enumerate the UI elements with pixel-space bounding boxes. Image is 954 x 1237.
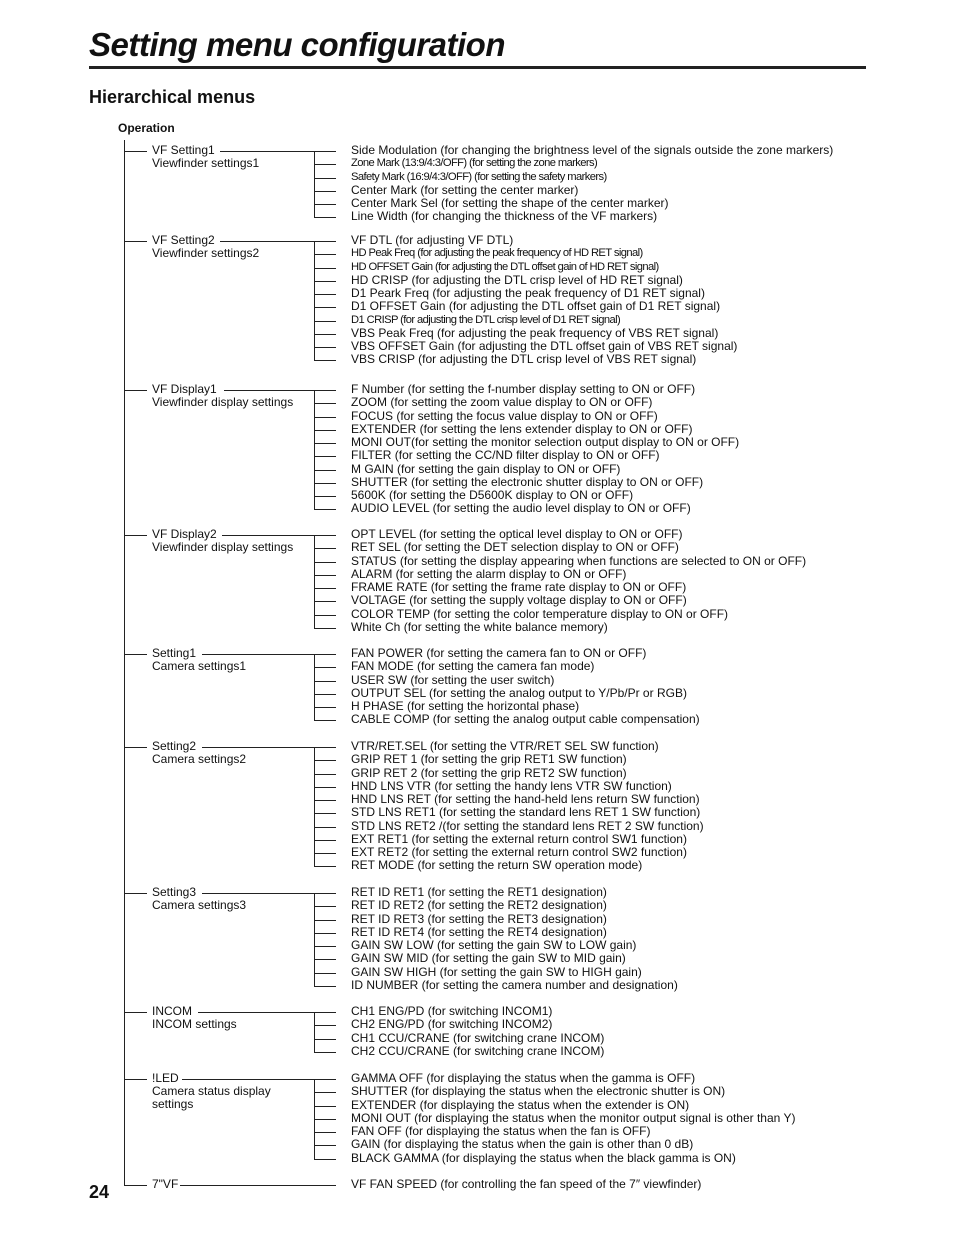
item-branch-line xyxy=(314,496,336,497)
item-branch-line xyxy=(314,509,336,510)
menu-item-name: FRAME RATE xyxy=(351,580,428,594)
menu-item-description: (for setting the f-number display setting to ON or OFF) xyxy=(404,382,696,396)
menu-item-name: BLACK GAMMA xyxy=(351,1151,439,1165)
menu-item xyxy=(351,1178,701,1191)
menu-item-description: (for setting the frame rate display to ON or OFF) xyxy=(427,580,687,594)
menu-item-description: (for switching INCOM2) xyxy=(424,1017,553,1031)
menu-item-description: (for setting the electronic shutter display to ON or OFF) xyxy=(407,475,704,489)
menu-item-name: STD LNS RET1 xyxy=(351,805,436,819)
menu-item xyxy=(351,449,660,462)
menu-item xyxy=(351,300,720,313)
menu-item-description: (for adjusting the peak frequency of HD RET signal) xyxy=(414,247,643,259)
menu-item xyxy=(351,396,652,409)
group-description: Viewfinder display settings xyxy=(152,395,294,410)
item-branch-line xyxy=(314,946,336,947)
menu-item xyxy=(351,859,642,872)
group-label: VF Display1 xyxy=(152,382,217,396)
menu-item-name: GRIP RET 2 xyxy=(351,766,418,780)
menu-item xyxy=(351,1045,604,1058)
page-number: 24 xyxy=(89,1182,110,1202)
item-branch-line xyxy=(314,1159,336,1160)
item-branch-line xyxy=(314,1025,336,1026)
menu-item-description: (for setting the supply voltage display to ON or OFF) xyxy=(405,593,687,607)
menu-item-description: (for setting the camera number and designation) xyxy=(418,978,678,992)
menu-item xyxy=(351,753,627,766)
menu-item-name: D1 OFFSET Gain xyxy=(351,299,446,313)
group-branch-line xyxy=(124,151,147,152)
menu-item-description: (for setting the shape of the center marker) xyxy=(437,196,669,210)
menu-item-description: (for setting the safety markers) xyxy=(471,171,607,183)
menu-item-name: H PHASE xyxy=(351,699,404,713)
item-bracket-line xyxy=(314,747,315,867)
menu-item-name: VTR/RET.SEL xyxy=(351,739,427,753)
menu-item-description: (for adjusting VF DTL) xyxy=(391,233,514,247)
item-branch-line xyxy=(314,443,336,444)
group-connector-line xyxy=(220,241,336,242)
menu-item xyxy=(351,979,678,992)
menu-group-7 xyxy=(152,1005,312,1031)
menu-item-name: HND LNS RET xyxy=(351,792,431,806)
menu-item-name: CH1 CCU/CRANE xyxy=(351,1031,450,1045)
menu-item-name: GAMMA OFF xyxy=(351,1071,423,1085)
item-branch-line xyxy=(314,307,336,308)
menu-item-name: STD LNS RET2 xyxy=(351,819,436,833)
item-branch-line xyxy=(314,347,336,348)
menu-item-name: STATUS xyxy=(351,554,397,568)
menu-item-description: (for setting the VTR/RET SEL SW function) xyxy=(426,739,659,753)
menu-item-description: (for setting the standard lens RET 1 SW function) xyxy=(435,805,701,819)
menu-item-description: (for setting the camera fan to ON or OFF) xyxy=(423,646,647,660)
menu-item-description: (for switching crane INCOM) xyxy=(449,1031,605,1045)
group-branch-line xyxy=(124,654,147,655)
menu-item-name: Center Mark Sel xyxy=(351,196,438,210)
item-branch-line xyxy=(314,933,336,934)
group-connector-line xyxy=(180,1185,336,1186)
menu-item xyxy=(351,899,607,912)
item-branch-line xyxy=(314,720,336,721)
menu-item-description: (for displaying the status when the fan is OFF) xyxy=(401,1124,651,1138)
item-branch-line xyxy=(314,906,336,907)
menu-item-description: (for displaying the status when the monitor output signal is other than Y) xyxy=(410,1111,796,1125)
menu-item xyxy=(351,713,700,726)
menu-item-description: (for setting the display appearing when functions are selected to ON or OFF) xyxy=(396,554,807,568)
menu-item-description: (for setting the RET4 designation) xyxy=(424,925,607,939)
menu-item xyxy=(351,247,643,260)
tree-trunk-line xyxy=(124,140,125,1186)
menu-item xyxy=(351,144,833,157)
menu-item-name: CH1 ENG/PD xyxy=(351,1004,425,1018)
menu-item-description: (for setting the gain SW to MID gain) xyxy=(428,951,626,965)
group-label: 7"VF xyxy=(152,1177,179,1191)
menu-item-name: SHUTTER xyxy=(351,475,408,489)
group-connector-line xyxy=(202,747,336,748)
menu-item-description: (for adjusting the DTL offset gain of HD RET signal) xyxy=(432,261,659,273)
menu-item xyxy=(351,1138,693,1151)
menu-item-name: CABLE COMP xyxy=(351,712,430,726)
menu-item-name: ID NUMBER xyxy=(351,978,419,992)
menu-item-name: OUTPUT SEL xyxy=(351,686,426,700)
menu-item-description: (for setting the user switch) xyxy=(407,673,555,687)
menu-item xyxy=(351,952,626,965)
item-branch-line xyxy=(314,588,336,589)
menu-item-name: FILTER xyxy=(351,448,392,462)
menu-item-name: FAN OFF xyxy=(351,1124,402,1138)
menu-item-name: RET ID RET3 xyxy=(351,912,425,926)
menu-item-name: GAIN SW LOW xyxy=(351,938,434,952)
item-branch-line xyxy=(314,1052,336,1053)
menu-item-description: (for adjusting the peak frequency of D1 RET signal) xyxy=(429,286,705,300)
menu-group-1 xyxy=(152,234,312,260)
menu-item-name: HD OFFSET Gain xyxy=(351,261,433,273)
item-branch-line xyxy=(314,281,336,282)
menu-item-name: EXT RET1 xyxy=(351,832,409,846)
group-branch-line xyxy=(124,241,147,242)
group-label: VF Display2 xyxy=(152,527,217,541)
menu-item-name: RET ID RET4 xyxy=(351,925,425,939)
item-branch-line xyxy=(314,601,336,602)
menu-item xyxy=(351,1085,725,1098)
menu-item-name: Safety Mark (16:9/4:3/OFF) xyxy=(351,171,472,183)
menu-item-name: HD CRISP xyxy=(351,273,409,287)
menu-item xyxy=(351,806,700,819)
item-branch-line xyxy=(314,321,336,322)
menu-item-description: (for adjusting the DTL offset gain of VBS RET signal) xyxy=(454,339,738,353)
menu-group-2 xyxy=(152,383,312,409)
item-branch-line xyxy=(314,800,336,801)
menu-item-name: VF DTL xyxy=(351,233,392,247)
item-branch-line xyxy=(314,853,336,854)
menu-group-5 xyxy=(152,740,312,766)
menu-item-description: (for switching crane INCOM) xyxy=(449,1044,605,1058)
item-branch-line xyxy=(314,615,336,616)
group-branch-line xyxy=(124,535,147,536)
menu-item-description: (for displaying the status when the gamma is OFF) xyxy=(423,1071,696,1085)
menu-item xyxy=(351,660,594,673)
menu-item xyxy=(351,621,608,634)
menu-item xyxy=(351,353,696,366)
group-description: Viewfinder settings2 xyxy=(152,246,260,261)
item-branch-line xyxy=(314,191,336,192)
menu-item-description: (for setting the horizontal phase) xyxy=(403,699,580,713)
menu-item-description: (for setting the D5600K display to ON or OFF) xyxy=(385,488,634,502)
menu-item-description: (for setting the gain SW to HIGH gain) xyxy=(436,965,642,979)
item-branch-line xyxy=(314,667,336,668)
item-branch-line xyxy=(314,707,336,708)
item-branch-line xyxy=(314,973,336,974)
menu-item-description: (for setting the CC/ND filter display to ON or OFF) xyxy=(391,448,660,462)
menu-item-description: (for switching INCOM1) xyxy=(424,1004,553,1018)
menu-item-description: (for setting the return SW operation mode) xyxy=(414,858,643,872)
menu-item-description: (for setting the RET2 designation) xyxy=(424,898,607,912)
menu-item-name: GAIN SW MID xyxy=(351,951,429,965)
group-label: Setting3 xyxy=(152,885,197,899)
menu-item-name: EXTENDER xyxy=(351,1098,417,1112)
menu-item-name: RET SEL xyxy=(351,540,401,554)
menu-item-description: (for setting the center marker) xyxy=(417,183,579,197)
item-branch-line xyxy=(314,254,336,255)
menu-item-name: ALARM xyxy=(351,567,393,581)
menu-item-name: Zone Mark (13:9/4:3/OFF) xyxy=(351,157,467,169)
menu-item xyxy=(351,502,691,515)
menu-item-name: 5600K xyxy=(351,488,386,502)
menu-item-name: GAIN xyxy=(351,1137,381,1151)
group-label: Setting1 xyxy=(152,646,197,660)
item-branch-line xyxy=(314,268,336,269)
group-description: Camera settings2 xyxy=(152,752,247,767)
item-branch-line xyxy=(314,548,336,549)
group-branch-line xyxy=(124,390,147,391)
item-branch-line xyxy=(314,1092,336,1093)
item-branch-line xyxy=(314,866,336,867)
menu-item-description: (for setting the color temperature display to ON or OFF) xyxy=(429,607,729,621)
menu-item-name: Line Width xyxy=(351,209,408,223)
menu-item xyxy=(351,1018,552,1031)
menu-item xyxy=(351,541,679,554)
menu-item-name: MONI OUT xyxy=(351,435,411,449)
item-branch-line xyxy=(314,164,336,165)
menu-item-description: (for displaying the status when the extender is ON) xyxy=(416,1098,690,1112)
item-branch-line xyxy=(314,760,336,761)
item-branch-line xyxy=(314,334,336,335)
menu-item-description: (for setting the white balance memory) xyxy=(400,620,608,634)
item-branch-line xyxy=(314,483,336,484)
menu-item xyxy=(351,1152,736,1165)
item-branch-line xyxy=(314,294,336,295)
item-bracket-line xyxy=(314,390,315,510)
menu-group-0 xyxy=(152,144,312,170)
group-connector-line xyxy=(222,535,336,536)
menu-item-name: D1 CRISP xyxy=(351,314,398,326)
item-branch-line xyxy=(314,787,336,788)
menu-item-name: CH2 CCU/CRANE xyxy=(351,1044,450,1058)
menu-item-description: (for setting the grip RET2 SW function) xyxy=(417,766,627,780)
menu-item-description: (for setting the hand-held lens return SW function) xyxy=(430,792,700,806)
menu-item-name: FAN POWER xyxy=(351,646,424,660)
menu-item-description: /(for setting the standard lens RET 2 SW function) xyxy=(435,819,704,833)
group-description: Viewfinder display settings xyxy=(152,540,294,555)
menu-item-description: (for displaying the status when the electronic shutter is ON) xyxy=(407,1084,726,1098)
menu-item-description: (for setting the gain display to ON or OFF) xyxy=(393,462,621,476)
menu-item-description: (for setting the DET selection display to ON or OFF) xyxy=(400,540,679,554)
menu-item-name: M GAIN xyxy=(351,462,394,476)
item-branch-line xyxy=(314,920,336,921)
item-branch-line xyxy=(314,681,336,682)
menu-item-name: USER SW xyxy=(351,673,408,687)
item-bracket-line xyxy=(314,151,315,218)
menu-item-description: (for adjusting the DTL crisp level of D1 RET signal) xyxy=(397,314,621,326)
item-branch-line xyxy=(314,813,336,814)
item-branch-line xyxy=(314,827,336,828)
menu-item xyxy=(351,210,657,223)
item-branch-line xyxy=(314,1039,336,1040)
menu-item-description: (for setting the handy lens VTR SW function) xyxy=(431,779,672,793)
menu-item-name: SHUTTER xyxy=(351,1084,408,1098)
group-label: VF Setting2 xyxy=(152,233,215,247)
menu-item-description: (for setting the lens extender display to ON or OFF) xyxy=(416,422,693,436)
menu-item-description: (for controlling the fan speed of the 7″ viewfinder) xyxy=(437,1177,702,1191)
menu-item-name: VBS Peak Freq xyxy=(351,326,434,340)
menu-item-description: (for setting the alarm display to ON or OFF) xyxy=(392,567,627,581)
group-branch-line xyxy=(124,1012,147,1013)
group-label: Setting2 xyxy=(152,739,197,753)
menu-item-name: OPT LEVEL xyxy=(351,527,416,541)
group-description: Camera settings3 xyxy=(152,898,247,913)
menu-item-description: (for adjusting the DTL crisp level of VBS RET signal) xyxy=(414,352,697,366)
item-branch-line xyxy=(314,628,336,629)
item-branch-line xyxy=(314,204,336,205)
menu-item-description: (for changing the brightness level of the signals outside the zone markers) xyxy=(437,143,834,157)
page-title: Setting menu configuration xyxy=(89,26,505,63)
menu-group-6 xyxy=(152,886,312,912)
menu-item-name: Center Mark xyxy=(351,183,418,197)
item-bracket-line xyxy=(314,1012,315,1053)
group-connector-line xyxy=(224,390,336,391)
menu-item xyxy=(351,157,597,170)
item-branch-line xyxy=(314,470,336,471)
item-branch-line xyxy=(314,217,336,218)
group-label: !LED xyxy=(152,1071,179,1085)
menu-item-description: (for displaying the status when the gain is other than 0 dB) xyxy=(380,1137,694,1151)
menu-item xyxy=(351,594,687,607)
item-branch-line xyxy=(314,1132,336,1133)
item-branch-line xyxy=(314,1145,336,1146)
item-branch-line xyxy=(314,1119,336,1120)
menu-item-description: (for setting the monitor selection output display to ON or OFF) xyxy=(411,435,740,449)
menu-item-description: (for setting the zone markers) xyxy=(466,157,598,169)
group-label: VF Setting1 xyxy=(152,143,215,157)
menu-item-description: (for setting the camera fan mode) xyxy=(413,659,595,673)
menu-item-description: (for setting the external return control SW2 function) xyxy=(408,845,687,859)
menu-item-description: (for adjusting the peak frequency of VBS RET signal) xyxy=(433,326,719,340)
group-connector-line xyxy=(202,893,336,894)
group-description: Viewfinder settings1 xyxy=(152,156,260,171)
menu-item-name: VOLTAGE xyxy=(351,593,406,607)
menu-item-name: ZOOM xyxy=(351,395,387,409)
menu-group-3 xyxy=(152,528,312,554)
section-heading: Hierarchical menus xyxy=(89,87,256,107)
menu-item-description: (for setting the optical level display to ON or OFF) xyxy=(415,527,683,541)
menu-item-description: (for displaying the status when the black gamma is ON) xyxy=(438,1151,736,1165)
tree-root-label: Operation xyxy=(118,121,175,135)
group-branch-line xyxy=(124,1185,147,1186)
menu-item-name: D1 Peark Freq xyxy=(351,286,430,300)
menu-group-4 xyxy=(152,647,312,673)
group-branch-line xyxy=(124,747,147,748)
item-branch-line xyxy=(314,774,336,775)
menu-item-description: (for setting the RET3 designation) xyxy=(424,912,607,926)
menu-item-name: GAIN SW HIGH xyxy=(351,965,437,979)
menu-item-description: (for setting the zoom value display to ON or OFF) xyxy=(387,395,653,409)
item-branch-line xyxy=(314,456,336,457)
item-branch-line xyxy=(314,178,336,179)
menu-item-description: (for setting the external return control SW1 function) xyxy=(408,832,687,846)
group-branch-line xyxy=(124,893,147,894)
menu-item-name: EXTENDER xyxy=(351,422,417,436)
group-branch-line xyxy=(124,1079,147,1080)
menu-item-description: (for setting the audio level display to ON or OFF) xyxy=(429,501,691,515)
menu-item-name: FAN MODE xyxy=(351,659,414,673)
menu-item-description: (for setting the RET1 designation) xyxy=(424,885,607,899)
group-connector-line xyxy=(182,1079,336,1080)
menu-item-description: (for setting the gain SW to LOW gain) xyxy=(433,938,637,952)
menu-item-name: HND LNS VTR xyxy=(351,779,432,793)
menu-item-name: VF FAN SPEED xyxy=(351,1177,438,1191)
group-description: Camera status display settings xyxy=(152,1084,271,1112)
menu-item-name: Side Modulation xyxy=(351,143,438,157)
item-branch-line xyxy=(314,575,336,576)
menu-item-name: GRIP RET 1 xyxy=(351,752,418,766)
menu-group-8 xyxy=(152,1072,312,1112)
group-label: INCOM xyxy=(152,1004,192,1018)
menu-item-name: White Ch xyxy=(351,620,401,634)
item-bracket-line xyxy=(314,654,315,721)
menu-item-name: AUDIO LEVEL xyxy=(351,501,430,515)
menu-item-description: (for setting the grip RET1 SW function) xyxy=(417,752,627,766)
item-branch-line xyxy=(314,403,336,404)
menu-item xyxy=(351,234,513,247)
menu-item-name: COLOR TEMP xyxy=(351,607,430,621)
item-branch-line xyxy=(314,840,336,841)
menu-item-name: RET MODE xyxy=(351,858,415,872)
menu-item-name: VBS CRISP xyxy=(351,352,415,366)
group-connector-line xyxy=(202,654,336,655)
menu-item-name: CH2 ENG/PD xyxy=(351,1017,425,1031)
item-branch-line xyxy=(314,430,336,431)
group-description: Camera settings1 xyxy=(152,659,247,674)
item-branch-line xyxy=(314,959,336,960)
item-branch-line xyxy=(314,360,336,361)
title-rule xyxy=(89,66,866,69)
group-connector-line xyxy=(220,151,336,152)
menu-item-description: (for setting the analog output to Y/Pb/Pr or RGB) xyxy=(425,686,687,700)
menu-item-name: FOCUS xyxy=(351,409,393,423)
menu-item-description: (for changing the thickness of the VF markers) xyxy=(407,209,658,223)
item-bracket-line xyxy=(314,241,315,361)
menu-item-description: (for setting the focus value display to ON or OFF) xyxy=(393,409,658,423)
menu-item-description: (for adjusting the DTL crisp level of HD RET signal) xyxy=(408,273,683,287)
group-description: INCOM settings xyxy=(152,1017,237,1032)
item-branch-line xyxy=(314,986,336,987)
item-branch-line xyxy=(314,694,336,695)
menu-item-description: (for adjusting the DTL offset gain of D1 RET signal) xyxy=(445,299,721,313)
menu-item-name: RET ID RET2 xyxy=(351,898,425,912)
item-branch-line xyxy=(314,1106,336,1107)
menu-item-name: EXT RET2 xyxy=(351,845,409,859)
item-branch-line xyxy=(314,562,336,563)
menu-item-name: MONI OUT xyxy=(351,1111,411,1125)
menu-item-name: VBS OFFSET Gain xyxy=(351,339,455,353)
menu-item-name: HD Peak Freq xyxy=(351,247,415,259)
item-branch-line xyxy=(314,417,336,418)
group-connector-line xyxy=(198,1012,336,1013)
menu-item-name: F Number xyxy=(351,382,405,396)
menu-item-description: (for setting the analog output cable compensation) xyxy=(429,712,700,726)
menu-item-name: RET ID RET1 xyxy=(351,885,425,899)
